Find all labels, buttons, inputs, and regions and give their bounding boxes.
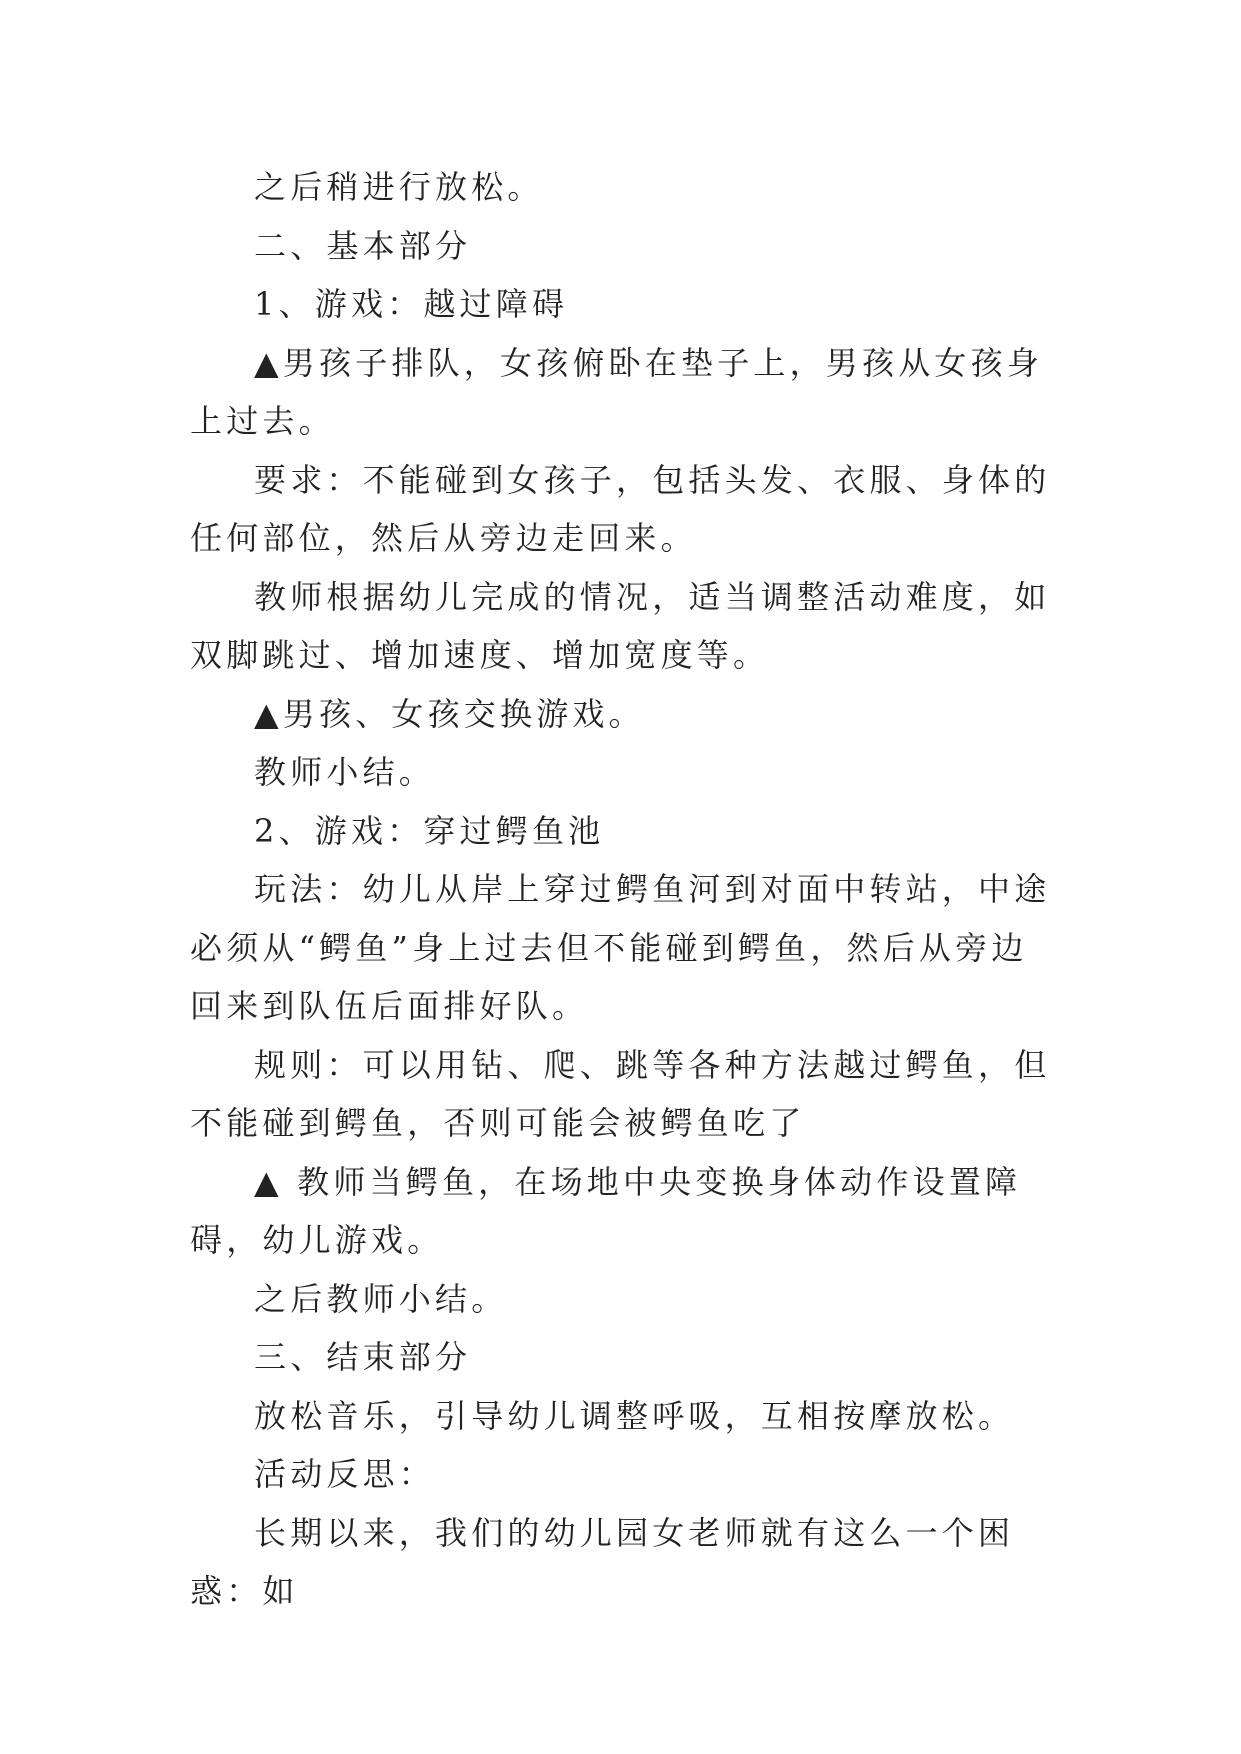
paragraph: ▲男孩子排队，女孩俯卧在垫子上，男孩从女孩身上过去。 <box>190 343 1044 440</box>
document-body <box>190 158 1052 1621</box>
section-heading: 二、基本部分 <box>254 226 472 265</box>
paragraph: 玩法：幼儿从岸上穿过鳄鱼河到对面中转站，中途必须从“鳄鱼”身上过去但不能碰到鳄鱼，然后从旁边回来到队伍后面排好队。 <box>190 870 1051 1025</box>
paragraph: ▲ 教师当鳄鱼，在场地中央变换身体动作设置障碍，幼儿游戏。 <box>190 1162 1022 1259</box>
paragraph: 活动反思： <box>254 1455 436 1493</box>
paragraph: 之后教师小结。 <box>254 1279 508 1318</box>
paragraph: 规则：可以用钻、爬、跳等各种方法越过鳄鱼，但不能碰到鳄鱼，否则可能会被鳄鱼吃了 <box>190 1045 1051 1142</box>
paragraph: 要求：不能碰到女孩子，包括头发、衣服、身体的任何部位，然后从旁边走回来。 <box>190 460 1051 557</box>
paragraph: ▲男孩、女孩交换游戏。 <box>254 694 645 733</box>
paragraph: 放松音乐，引导幼儿调整呼吸，互相按摩放松。 <box>254 1396 1015 1435</box>
paragraph: 教师根据幼儿完成的情况，适当调整活动难度，如双脚跳过、增加速度、增加宽度等。 <box>190 577 1051 674</box>
paragraph: 长期以来，我们的幼儿园女老师就有这么一个困惑：如 <box>190 1513 1015 1610</box>
subsection-heading: 1、游戏：越过障碍 <box>254 285 569 323</box>
paragraph: 教师小结。 <box>254 753 436 791</box>
subsection-heading: 2、游戏：穿过鳄鱼池 <box>254 811 605 850</box>
section-heading: 三、结束部分 <box>254 1338 472 1376</box>
paragraph: 之后稍进行放松。 <box>254 168 544 206</box>
